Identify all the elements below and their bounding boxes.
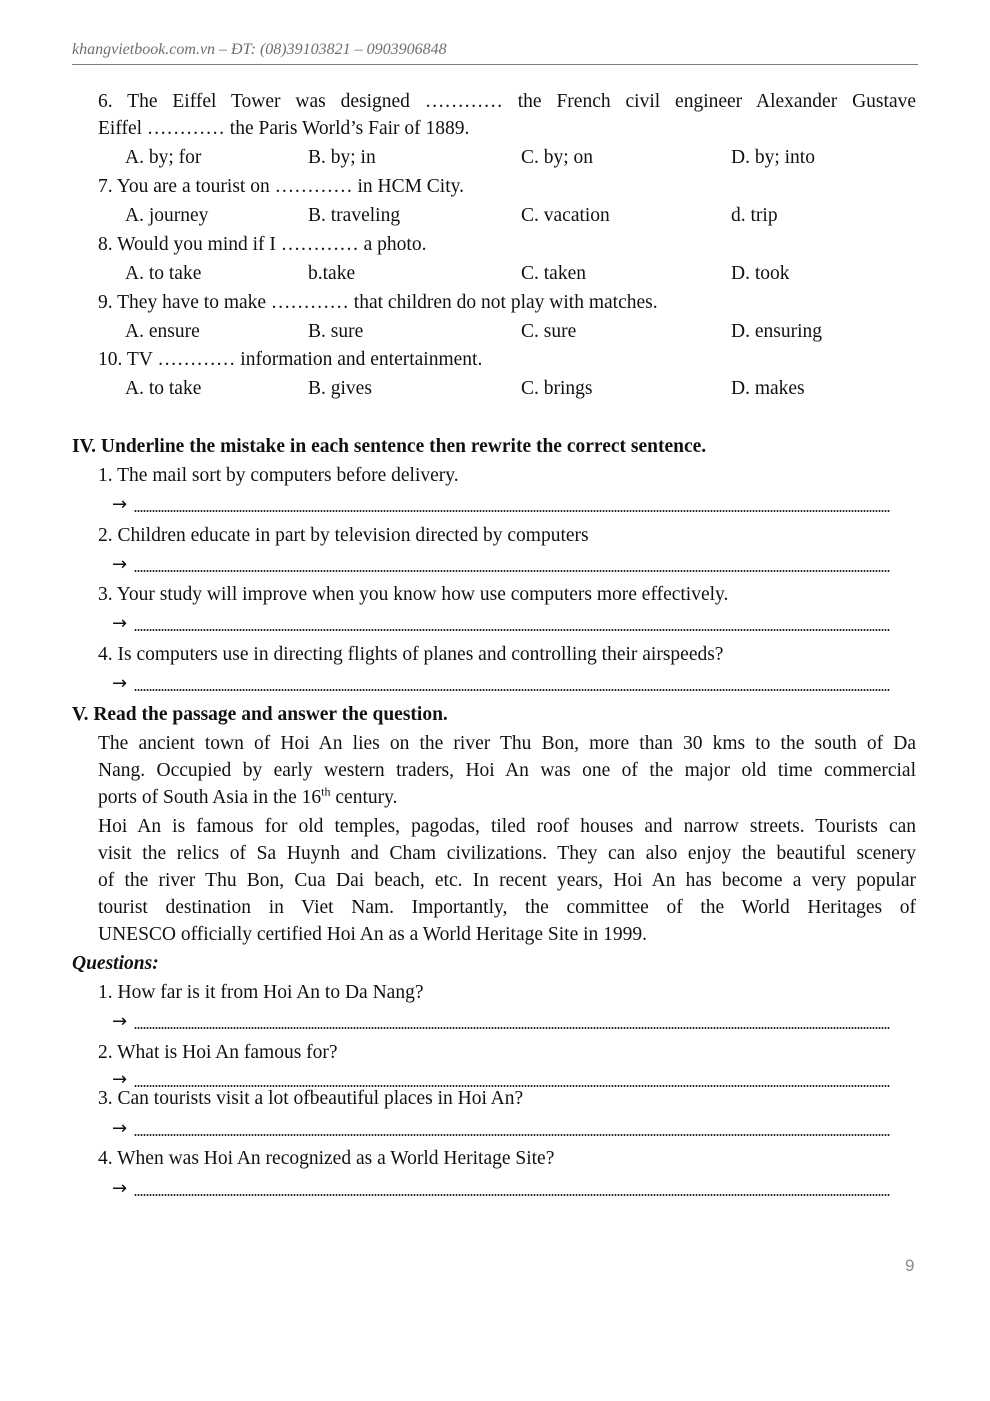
passage-line: Nang. Occupied by early western traders, Hoi An was one of the major old time commercial <box>98 760 916 781</box>
q10-option-b: B. gives <box>308 378 372 399</box>
passage-text: ports of South Asia in the 16 <box>98 787 322 808</box>
q8-option-b: b.take <box>308 263 356 284</box>
page-number: 9 <box>905 1256 915 1275</box>
question-7: 7. You are a tourist on ………… in HCM City. <box>98 176 464 197</box>
arrow-right-icon: → <box>112 1178 128 1199</box>
question-6-line1: 6. The Eiffel Tower was designed ………… the French civil engineer Alexander Gustave <box>98 91 916 112</box>
question-9: 9. They have to make ………… that children do not play with matches. <box>98 292 658 313</box>
passage-text: century. <box>330 787 398 808</box>
questions-label: Questions: <box>72 953 159 974</box>
arrow-right-icon: → <box>112 494 128 515</box>
passage-line: of the river Thu Bon, Cua Dai beach, etc. In recent years, Hoi An has become a very popular <box>98 870 916 891</box>
answer-line[interactable] <box>112 492 890 516</box>
superscript: th <box>321 784 331 799</box>
passage-line: visit the relics of Sa Huynh and Cham civilizations. They can also enjoy the beautiful scenery <box>98 843 916 864</box>
answer-line[interactable] <box>112 552 890 576</box>
answer-line[interactable] <box>112 1009 890 1033</box>
passage-line: tourist destination in Viet Nam. Importantly, the committee of the World Heritages of <box>98 897 916 918</box>
section-4-item-4: 4. Is computers use in directing flights of planes and controlling their airspeeds? <box>98 644 724 665</box>
section-4-item-2: 2. Children educate in part by television directed by computers <box>98 525 589 546</box>
arrow-right-icon: → <box>112 673 128 694</box>
section-5-title: V. Read the passage and answer the question. <box>72 704 448 725</box>
arrow-right-icon: → <box>112 613 128 634</box>
answer-line[interactable] <box>112 1176 890 1200</box>
section-4-item-1: 1. The mail sort by computers before delivery. <box>98 465 459 486</box>
arrow-right-icon: → <box>112 1069 128 1090</box>
passage-line: UNESCO officially certified Hoi An as a World Heritage Site in 1999. <box>98 924 648 945</box>
passage-line <box>98 784 397 811</box>
arrow-right-icon: → <box>112 1118 128 1139</box>
answer-line[interactable] <box>112 611 890 635</box>
dotted-answer-field[interactable] <box>134 1027 890 1029</box>
dotted-answer-field[interactable] <box>134 1134 890 1136</box>
q10-option-c: C. brings <box>521 378 593 399</box>
arrow-right-icon: → <box>112 1011 128 1032</box>
answer-line[interactable] <box>112 1116 890 1140</box>
passage-line: Hoi An is famous for old temples, pagodas, tiled roof houses and narrow streets. Tourists can <box>98 816 916 837</box>
q6-option-a: A. by; for <box>125 147 202 168</box>
section-5-question-4: 4. When was Hoi An recognized as a World Heritage Site? <box>98 1148 555 1169</box>
section-4-title: IV. Underline the mistake in each sentence then rewrite the correct sentence. <box>72 436 707 457</box>
q10-option-d: D. makes <box>731 378 805 399</box>
question-6-line2: Eiffel ………… the Paris World’s Fair of 1889. <box>98 118 470 139</box>
q7-option-a: A. journey <box>125 205 209 226</box>
question-8: 8. Would you mind if I ………… a photo. <box>98 234 427 255</box>
q9-option-a: A. ensure <box>125 321 200 342</box>
page-header <box>72 38 918 65</box>
header-text: khangvietbook.com.vn – ĐT: (08)39103821 – 0903906848 <box>72 41 447 58</box>
section-5-question-2: 2. What is Hoi An famous for? <box>98 1042 338 1063</box>
q7-option-b: B. traveling <box>308 205 401 226</box>
q7-option-d: d. trip <box>731 205 778 226</box>
q9-option-d: D. ensuring <box>731 321 822 342</box>
q6-option-d: D. by; into <box>731 147 815 168</box>
q9-option-b: B. sure <box>308 321 364 342</box>
q8-option-d: D. took <box>731 263 790 284</box>
answer-line[interactable] <box>112 671 890 695</box>
q6-option-b: B. by; in <box>308 147 376 168</box>
q9-option-c: C. sure <box>521 321 577 342</box>
section-4-item-3: 3. Your study will improve when you know how use computers more effectively. <box>98 584 729 605</box>
dotted-answer-field[interactable] <box>134 1194 890 1196</box>
section-5-question-3: 3. Can tourists visit a lot ofbeautiful places in Hoi An? <box>98 1088 524 1109</box>
question-10: 10. TV ………… information and entertainment. <box>98 349 483 370</box>
arrow-right-icon: → <box>112 554 128 575</box>
dotted-answer-field[interactable] <box>134 629 890 631</box>
q10-option-a: A. to take <box>125 378 202 399</box>
q7-option-c: C. vacation <box>521 205 610 226</box>
passage-line: The ancient town of Hoi An lies on the river Thu Bon, more than 30 kms to the south of Da <box>98 733 916 754</box>
dotted-answer-field[interactable] <box>134 570 890 572</box>
q8-option-c: C. taken <box>521 263 586 284</box>
q6-option-c: C. by; on <box>521 147 594 168</box>
dotted-answer-field[interactable] <box>134 689 890 691</box>
dotted-answer-field[interactable] <box>134 510 890 512</box>
section-5-question-1: 1. How far is it from Hoi An to Da Nang? <box>98 982 424 1003</box>
q8-option-a: A. to take <box>125 263 202 284</box>
